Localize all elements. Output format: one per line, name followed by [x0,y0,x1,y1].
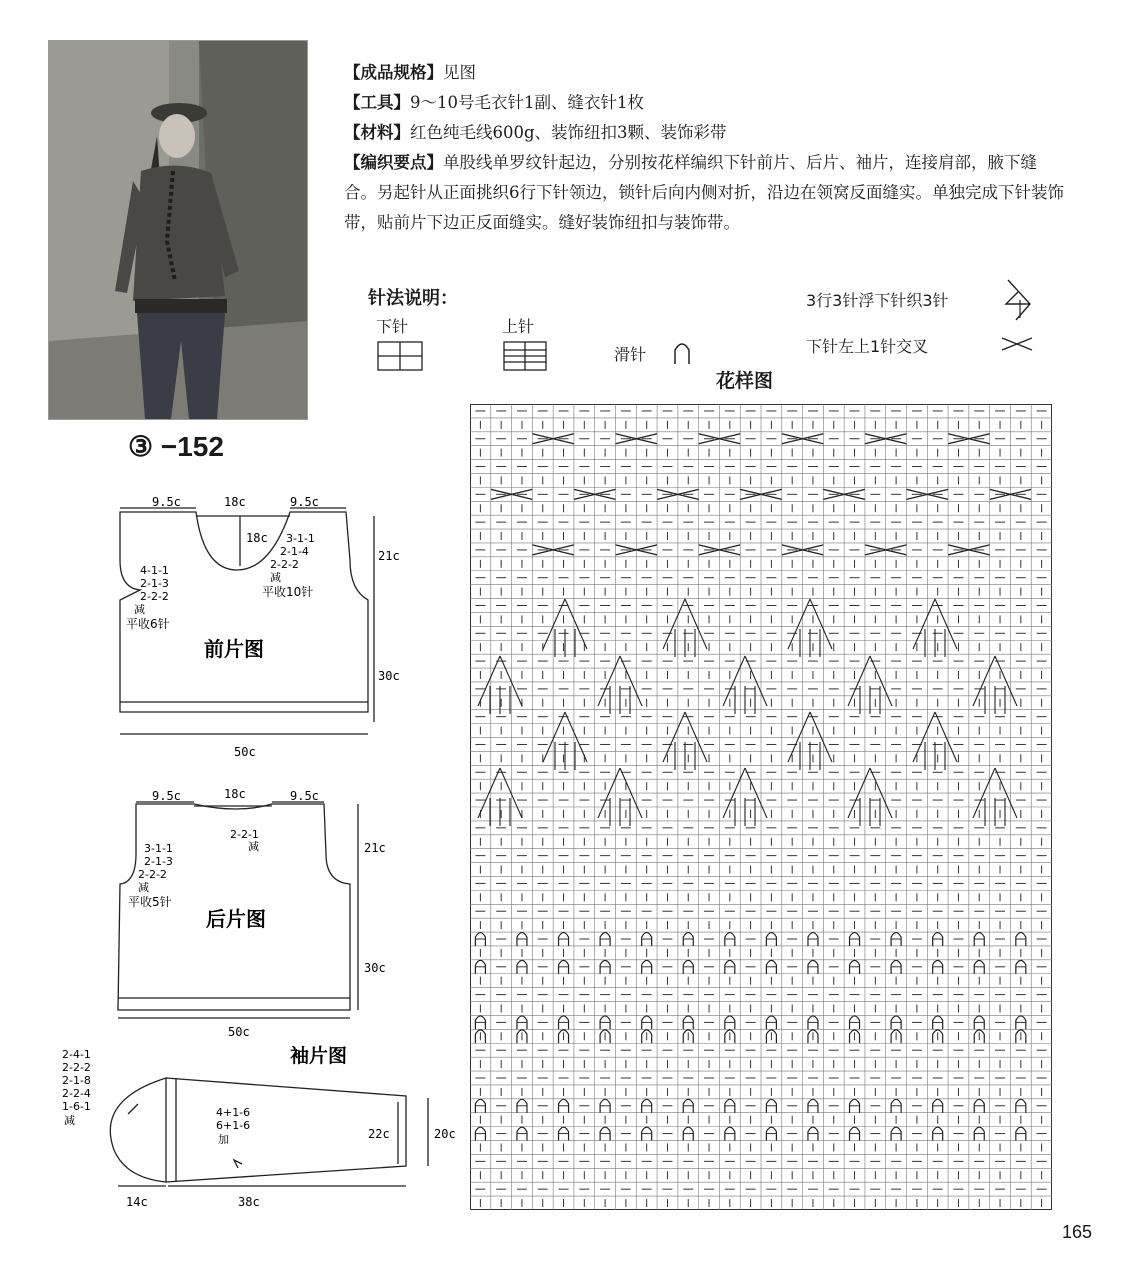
instructions [344,58,1064,238]
back-height-upper: 21c [364,841,386,855]
slip-stitch-icon [668,338,698,368]
design-number: ③ −152 [128,431,224,462]
method-label: 【编织要点】 [344,153,443,172]
tools-text: 9～10号毛衣针1副、缝衣针1枚 [410,93,644,112]
front-arm-5: 平收6针 [126,617,170,631]
front-neck-4: 减 [270,571,281,584]
back-arm-5: 平收5针 [128,895,172,909]
back-arm-4: 减 [138,881,149,894]
front-arm-1: 4-1-1 [140,564,169,577]
sleeve-cap-2: 2-2-2 [62,1061,91,1074]
tools-line [344,88,1064,118]
spec-text: 见图 [443,63,476,82]
float-stitch-icon [1000,276,1040,324]
back-title: 后片图 [206,907,266,931]
sleeve-inc-1: 4+1-6 [216,1106,251,1119]
front-height-lower: 30c [378,669,400,683]
back-arm-2: 2-1-3 [144,855,173,868]
legend-title: 针法说明： [368,288,458,309]
pattern-title: 花样图 [716,370,774,392]
method-line [344,148,1064,238]
material-text: 红色纯毛线600g、装饰纽扣3颗、装饰彩带 [410,123,727,142]
front-piece-diagram [100,490,430,770]
sleeve-cap-4: 2-2-4 [62,1087,91,1100]
sleeve-cap-width: 14c [126,1195,148,1209]
cross-stitch-icon [1000,334,1034,354]
legend-knit-label: 下针 [376,317,409,336]
model-photo [48,40,308,420]
front-neck-5: 平收10针 [262,585,314,599]
front-height-upper: 21c [378,549,400,563]
purl-symbol-icon [498,336,558,376]
material-line [344,118,1064,148]
sleeve-body-width: 38c [238,1195,260,1209]
back-width: 50c [228,1025,250,1039]
sleeve-cap-1: 2-4-1 [62,1048,91,1061]
back-height-lower: 30c [364,961,386,975]
legend-slip-label: 滑针 [614,345,647,364]
sleeve-cap-outline [110,1078,166,1182]
front-top-left: 9.5c [152,495,181,509]
front-neck-3: 2-2-2 [270,558,299,571]
method-text: 单股线单罗纹针起边，分别按花样编织下针前片、后片、袖片，连接肩部，腋下缝合。另起针从正面挑织6行下针领边，锁针后向内侧对折，沿边在领窝反面缝实。单独完成下针装饰带，贴前片下边正反面缝实。缝好装饰纽扣与装饰带。 [344,153,1064,232]
front-neck-2: 2-1-4 [280,545,309,558]
back-top-mid: 18c [224,787,246,801]
front-arm-4: 减 [134,603,145,616]
legend-purl-label: 上针 [502,317,535,336]
legend-cross-label: 下针左上1针交叉 [806,337,929,356]
front-outline [120,512,368,712]
sleeve-cuff-outer: 20c [434,1127,456,1141]
back-top-right: 9.5c [290,789,319,803]
back-neck-2: 减 [248,840,259,853]
sleeve-inc-2: 6+1-6 [216,1119,251,1132]
front-top-mid: 18c [224,495,246,509]
tools-label: 【工具】 [344,93,410,112]
back-arm-3: 2-2-2 [138,868,167,881]
legend-float-label: 3行3针浮下针织3针 [806,291,949,310]
sleeve-cap-5: 1-6-1 [62,1100,91,1113]
back-neck-1: 2-2-1 [230,828,259,841]
front-title: 前片图 [204,637,264,661]
front-arm-2: 2-1-3 [140,577,169,590]
sleeve-cuff-inner: 22c [368,1127,390,1141]
sleeve-cap-6: 减 [64,1114,75,1127]
front-arm-3: 2-2-2 [140,590,169,603]
back-arm-1: 3-1-1 [144,842,173,855]
sleeve-title: 袖片图 [290,1045,348,1067]
spec-label: 【成品规格】 [344,63,443,82]
material-label: 【材料】 [344,123,410,142]
front-neck-1: 3-1-1 [286,532,315,545]
stitch-pattern-chart [470,404,1052,1210]
back-piece-diagram [100,784,430,1044]
sleeve-diagram [56,1040,466,1220]
front-top-right: 9.5c [290,495,319,509]
sleeve-cap-3: 2-1-8 [62,1074,91,1087]
spec-line [344,58,1064,88]
sleeve-inc-3: 加 [218,1133,229,1146]
back-top-left: 9.5c [152,789,181,803]
knit-symbol-icon [370,336,430,376]
front-width: 50c [234,745,256,759]
page-number: 165 [1061,1222,1092,1242]
front-neck-depth: 18c [246,531,268,545]
